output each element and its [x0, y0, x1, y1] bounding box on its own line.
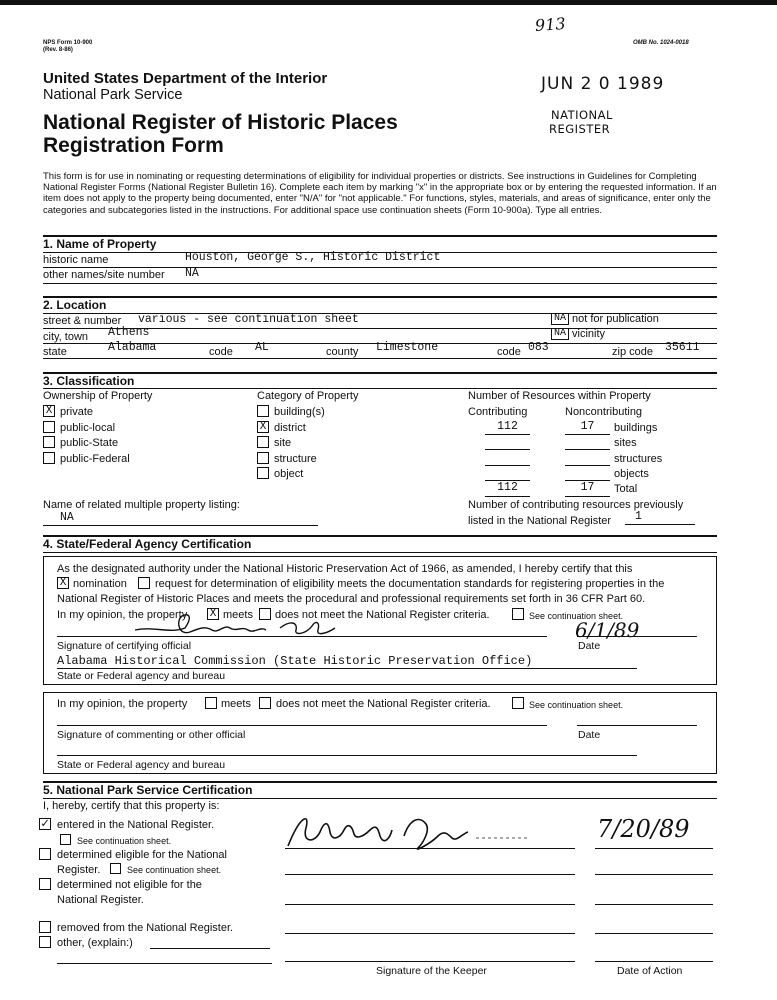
not-for-publication-label: not for publication [572, 313, 659, 325]
category-object-checkbox[interactable] [257, 467, 269, 479]
nomination-checkbox[interactable]: X [57, 577, 69, 589]
category-buildings-checkbox[interactable] [257, 405, 269, 417]
street-label: street & number [43, 315, 122, 327]
signature-line [285, 961, 575, 962]
agency-line [57, 668, 637, 669]
removed-checkbox[interactable] [39, 921, 51, 933]
certification-text-line1: As the designated authority under the National Historic Preservation Act of 1966, as amended, I hereby certify that this [57, 563, 633, 575]
date-label: Date [578, 640, 601, 652]
state-code-value: AL [255, 341, 269, 354]
certification-text-line3: National Register of Historic Places and meets the procedural and professional requirements set forth in 36 CFR Part 60. [57, 593, 646, 605]
determined-eligible-label: determined eligible for the National [57, 849, 227, 861]
resources-sites-label: sites [614, 437, 637, 449]
rule [565, 496, 610, 497]
entered-continuation-checkbox[interactable] [60, 834, 71, 845]
signature-line [285, 933, 575, 934]
determination-request-checkbox[interactable] [138, 577, 150, 589]
resources-buildings-noncontributing: 17 [580, 420, 595, 433]
certifying-official-label: Signature of certifying official [57, 640, 192, 652]
form-number: NPS Form 10-900 [43, 40, 93, 46]
rule [43, 798, 717, 799]
not-eligible-label: determined not eligible for the [57, 879, 202, 891]
signature-line [57, 636, 547, 637]
rule [565, 465, 610, 466]
opinion2-label: In my opinion, the property [57, 698, 188, 710]
does-not-meet-label: does not meet the National Register criteria. [275, 609, 490, 621]
date-line [595, 848, 713, 849]
rule [43, 358, 717, 359]
other-label: other, (explain:) [57, 937, 133, 949]
signature-line [57, 725, 547, 726]
rule [43, 388, 717, 389]
date-line [595, 904, 713, 905]
see-continuation-label-2: See continuation sheet. [529, 700, 624, 710]
zip-value: 35611 [665, 341, 700, 354]
other-names-value: NA [185, 267, 199, 280]
resources-buildings-label: buildings [614, 422, 658, 434]
noncontributing-label: Noncontributing [565, 406, 643, 418]
agency-value: Alabama Historical Commission (State Historic Preservation Office) [57, 654, 533, 668]
date-line [595, 961, 713, 962]
vicinity-label: vicinity [572, 328, 606, 340]
category-site-checkbox[interactable] [257, 436, 269, 448]
other-names-label: other names/site number [43, 269, 165, 281]
ownership-private-label: private [60, 406, 94, 418]
ownership-public-federal-label: public-Federal [60, 453, 130, 465]
entered-continuation-label: See continuation sheet. [77, 836, 172, 846]
ownership-public-federal-checkbox[interactable] [43, 452, 55, 464]
rule [485, 465, 530, 466]
date-line [595, 874, 713, 875]
rule [485, 496, 530, 497]
date-label-2: Date [578, 729, 601, 741]
ownership-public-state-checkbox[interactable] [43, 436, 55, 448]
section-divider [43, 372, 717, 374]
opinion-label: In my opinion, the property [57, 609, 188, 621]
city-label: city, town [43, 331, 89, 343]
rule [485, 434, 530, 435]
does-not-meet-label-2: does not meet the National Register criteria. [276, 698, 491, 710]
vicinity-checkbox[interactable]: NA [551, 328, 569, 340]
related-listing-value: NA [60, 511, 74, 524]
keeper-signature-label: Signature of the Keeper [376, 965, 487, 977]
keeper-signature [280, 808, 540, 858]
ownership-private-checkbox[interactable]: X [43, 405, 55, 417]
meets-label: meets [223, 609, 253, 621]
received-stamp-date: JUN 2 0 1989 [541, 74, 665, 94]
state-value: Alabama [108, 341, 157, 354]
previously-listed-value: 1 [635, 510, 642, 523]
ownership-public-state-label: public-State [60, 437, 119, 449]
see-continuation-checkbox[interactable] [512, 608, 524, 620]
resources-structures-label: structures [614, 453, 663, 465]
form-title-line1: National Register of Historic Places [43, 111, 398, 134]
category-heading: Category of Property [257, 390, 359, 402]
see-continuation-label: See continuation sheet. [529, 611, 624, 621]
agency-label: State or Federal agency and bureau [57, 670, 226, 682]
date-line [577, 636, 697, 637]
agency-line [57, 755, 637, 756]
category-district-label: district [274, 422, 306, 434]
street-value: various - see continuation sheet [138, 313, 359, 326]
county-label: county [326, 346, 359, 358]
previously-listed-label-2: listed in the National Register [468, 515, 612, 527]
not-eligible-label-2: National Register. [57, 894, 144, 906]
category-structure-label: structure [274, 453, 317, 465]
determined-eligible-checkbox[interactable] [39, 848, 51, 860]
date-line [577, 725, 697, 726]
date-line [595, 933, 713, 934]
certification-text-line2: request for determination of eligibility meets the documentation standards for registering properties in the [155, 578, 665, 590]
resources-heading: Number of Resources within Property [468, 390, 651, 402]
explain-line [150, 948, 270, 949]
determined-eligible-label-2: Register. [57, 864, 101, 876]
commenting-official-label: Signature of commenting or other official [57, 729, 246, 741]
resources-total-noncontributing: 17 [580, 481, 595, 494]
department-name: United States Department of the Interior [43, 70, 328, 87]
section2-heading: 2. Location [43, 298, 107, 312]
category-buildings-label: building(s) [274, 406, 325, 418]
meets-checkbox[interactable]: X [207, 608, 219, 620]
related-listing-label: Name of related multiple property listing: [43, 499, 240, 511]
county-value: Limestone [376, 341, 439, 354]
keeper-date-handwritten: 7/20/89 [597, 815, 690, 843]
form-title-line2: Registration Form [43, 134, 224, 157]
explain-line [57, 963, 272, 964]
meets-checkbox-2[interactable] [205, 697, 217, 709]
not-eligible-checkbox[interactable] [39, 878, 51, 890]
section3-heading: 3. Classification [43, 374, 135, 388]
resources-total-label: Total [614, 483, 638, 495]
ownership-public-local-checkbox[interactable] [43, 421, 55, 433]
keeper-certify-label: I, hereby, certify that this property is: [43, 800, 220, 812]
nomination-label: nomination [73, 578, 127, 590]
entered-label: entered in the National Register. [57, 819, 215, 831]
see-continuation-checkbox-2[interactable] [512, 697, 524, 709]
eligible-continuation-label: See continuation sheet. [127, 865, 222, 875]
received-stamp-line1: NATIONAL [551, 108, 613, 122]
other-checkbox[interactable] [39, 936, 51, 948]
agency-label-2: State or Federal agency and bureau [57, 759, 226, 771]
scan-edge-bar [0, 0, 777, 5]
state-label: state [43, 346, 67, 358]
zip-label: zip code [612, 346, 653, 358]
ownership-heading: Ownership of Property [43, 390, 153, 402]
category-site-label: site [274, 437, 292, 449]
previously-listed-label-1: Number of contributing resources previously [468, 499, 684, 511]
handwritten-file-number: 913 [534, 13, 567, 36]
category-district-checkbox[interactable]: X [257, 421, 269, 433]
entered-checkbox[interactable]: ✓ [39, 818, 51, 830]
does-not-meet-checkbox-2[interactable] [259, 697, 271, 709]
rule [43, 267, 717, 268]
section5-heading: 5. National Park Service Certification [43, 783, 253, 797]
signature-line [285, 904, 575, 905]
signature-line [285, 848, 575, 849]
ownership-public-local-label: public-local [60, 422, 116, 434]
historic-name-label: historic name [43, 254, 109, 266]
section1-heading: 1. Name of Property [43, 237, 157, 251]
rule [43, 283, 717, 284]
historic-name-value: Houston, George S., Historic District [185, 251, 441, 264]
received-stamp-line2: REGISTER [549, 122, 611, 136]
instructions-paragraph: This form is for use in nominating or requesting determinations of eligibility for individual properties or districts. See instructions in Guidelines for Completing National Register Forms (National Register Bulletin 16). Complete each item by marking "x" in the appropriate box or by entering the requested information. If an item does not apply to the property being documented, enter "N/A" for "not applicable." For functions, styles, materials, and areas of significance, enter only the categories and subcategories listed in the instructions. For additional space use continuation sheets (Form 10-900a). Type all entries. [43, 171, 717, 216]
city-value: Athens [108, 326, 150, 339]
section-divider [43, 296, 717, 298]
rule [565, 434, 610, 435]
rule [485, 449, 530, 450]
not-for-publication-checkbox[interactable]: NA [551, 313, 569, 325]
contributing-label: Contributing [468, 406, 528, 418]
county-code-value: 083 [528, 341, 549, 354]
resources-objects-label: objects [614, 468, 649, 480]
date-of-action-label: Date of Action [617, 965, 683, 977]
county-code-label: code [497, 346, 521, 358]
rule [625, 524, 695, 525]
eligible-continuation-checkbox[interactable] [110, 863, 121, 874]
rule [43, 552, 717, 553]
service-name: National Park Service [43, 87, 183, 103]
rule [43, 525, 318, 526]
form-revision: (Rev. 8-86) [43, 47, 73, 53]
certifying-date-handwritten: 6/1/89 [575, 618, 640, 642]
category-object-label: object [274, 468, 304, 480]
category-structure-checkbox[interactable] [257, 452, 269, 464]
state-code-label: code [209, 346, 233, 358]
resources-total-contributing: 112 [497, 481, 518, 494]
omb-number: OMB No. 1024-0018 [633, 40, 689, 46]
signature-line [285, 874, 575, 875]
resources-buildings-contributing: 112 [497, 420, 518, 433]
rule [565, 449, 610, 450]
meets-label-2: meets [221, 698, 251, 710]
section4-heading: 4. State/Federal Agency Certification [43, 537, 252, 551]
removed-label: removed from the National Register. [57, 922, 234, 934]
